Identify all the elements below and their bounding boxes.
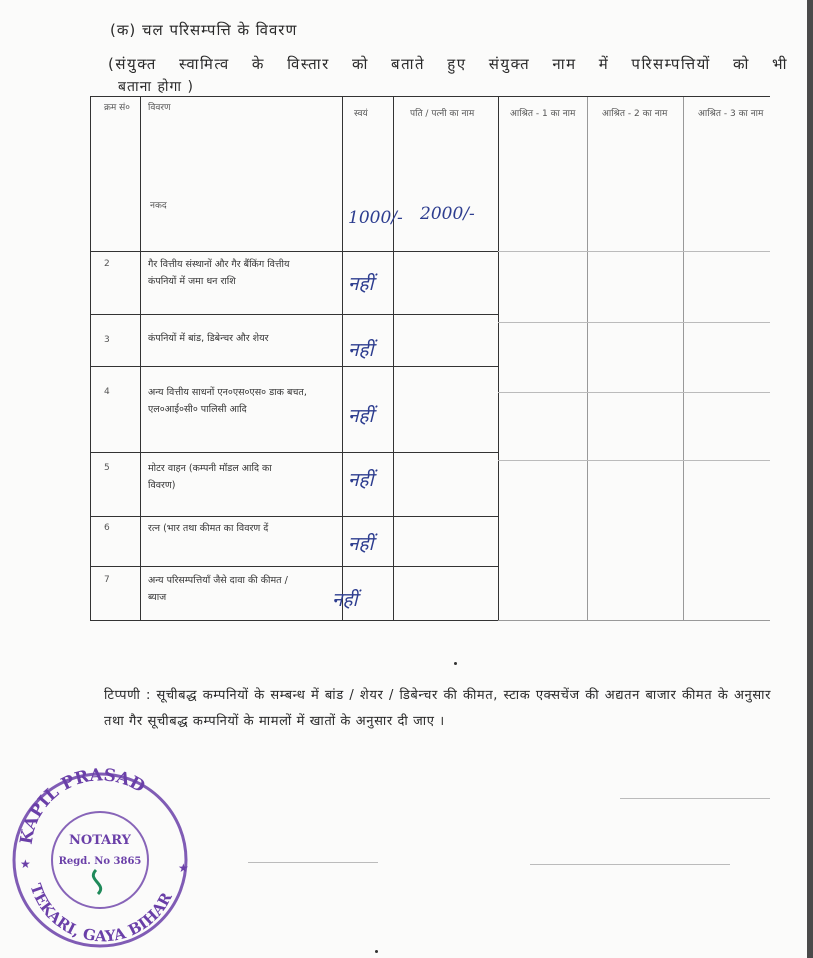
stamp-bottom-text: TEKARI, GAYA BIHAR bbox=[26, 881, 176, 946]
row-5-sn: 5 bbox=[104, 463, 110, 473]
stamp-top-text: KAPIL PRASAD bbox=[16, 765, 149, 846]
row-1-desc: नकद bbox=[150, 201, 167, 211]
faint-rule bbox=[530, 864, 730, 865]
section-subtitle-cont: बताना होगा ) bbox=[118, 79, 194, 95]
stamp-reg: Regd. No 3865 bbox=[58, 856, 142, 867]
row-3-sn: 3 bbox=[104, 335, 110, 345]
col-header-desc: विवरण bbox=[148, 103, 171, 113]
row-2-sn: 2 bbox=[104, 259, 110, 269]
row-7-sn: 7 bbox=[104, 575, 110, 585]
row-3-desc: कंपनियों में बांड, डिबेन्चर और शेयर bbox=[148, 333, 269, 344]
stamp-role: NOTARY bbox=[69, 833, 131, 848]
stamp-star-icon: ★ bbox=[20, 857, 31, 871]
col-header-sn: क्रम सं० bbox=[104, 103, 130, 113]
scan-speck bbox=[375, 950, 378, 953]
faint-rule bbox=[620, 798, 770, 799]
row-1-self-handwritten: 1000/- bbox=[348, 208, 403, 228]
col-header-dep3: आश्रित - 3 का नाम bbox=[698, 109, 764, 119]
row-3-self-handwritten: नहीं bbox=[348, 339, 374, 361]
row-5-self-handwritten: नहीं bbox=[348, 469, 374, 491]
col-header-spouse: पति / पत्नी का नाम bbox=[410, 109, 475, 119]
section-title: (क) चल परिसम्पत्ति के विवरण bbox=[110, 21, 298, 39]
row-4-self-handwritten: नहीं bbox=[348, 405, 374, 427]
stamp-star-icon: ★ bbox=[178, 861, 189, 875]
section-subtitle: (संयुक्त स्वामित्व के विस्तार को बताते हुए संयुक्त नाम में परिसम्पत्तियों को भी bbox=[108, 55, 788, 73]
row-5-desc: मोटर वाहन (कम्पनी मॉडल आदि का विवरण) bbox=[148, 463, 272, 491]
signature-mark bbox=[93, 870, 100, 894]
row-7-desc: अन्य परिसम्पत्तियाँ जैसे दावा की कीमत / ब्याज bbox=[148, 575, 288, 603]
assets-table bbox=[90, 96, 770, 621]
row-6-desc: रत्न (भार तथा कीमत का विवरण दें bbox=[148, 523, 269, 534]
row-4-desc: अन्य वित्तीय साधनों एन०एस०एस० डाक बचत, एल०आई०सी० पालिसी आदि bbox=[148, 387, 307, 415]
notary-stamp bbox=[0, 760, 210, 950]
row-1-spouse-handwritten: 2000/- bbox=[420, 204, 475, 224]
scan-speck bbox=[454, 662, 457, 665]
row-2-desc: गैर वित्तीय संस्थानों और गैर बैंकिंग वित्तीय कंपनियों में जमा धन राशि bbox=[148, 259, 290, 287]
row-2-self-handwritten: नहीं bbox=[348, 273, 374, 295]
col-header-dep2: आश्रित - 2 का नाम bbox=[602, 109, 668, 119]
row-7-self-handwritten: नहीं bbox=[332, 589, 358, 611]
col-header-dep1: आश्रित - 1 का नाम bbox=[510, 109, 576, 119]
scan-edge bbox=[807, 0, 813, 958]
row-6-sn: 6 bbox=[104, 523, 110, 533]
footnote: टिप्पणी : सूचीबद्ध कम्पनियों के सम्बन्ध में बांड / शेयर / डिबेन्चर की कीमत, स्टाक एक्सचेंज की अद्यतन बाजार कीमत के अनुसार तथा गैर सूचीबद्ध कम्पनियों के मामलों में खातों के अनुसार दी जाए । bbox=[104, 688, 771, 729]
row-4-sn: 4 bbox=[104, 387, 110, 397]
row-6-self-handwritten: नहीं bbox=[348, 533, 374, 555]
col-header-self: स्वयं bbox=[354, 109, 368, 119]
faint-rule bbox=[248, 862, 378, 863]
